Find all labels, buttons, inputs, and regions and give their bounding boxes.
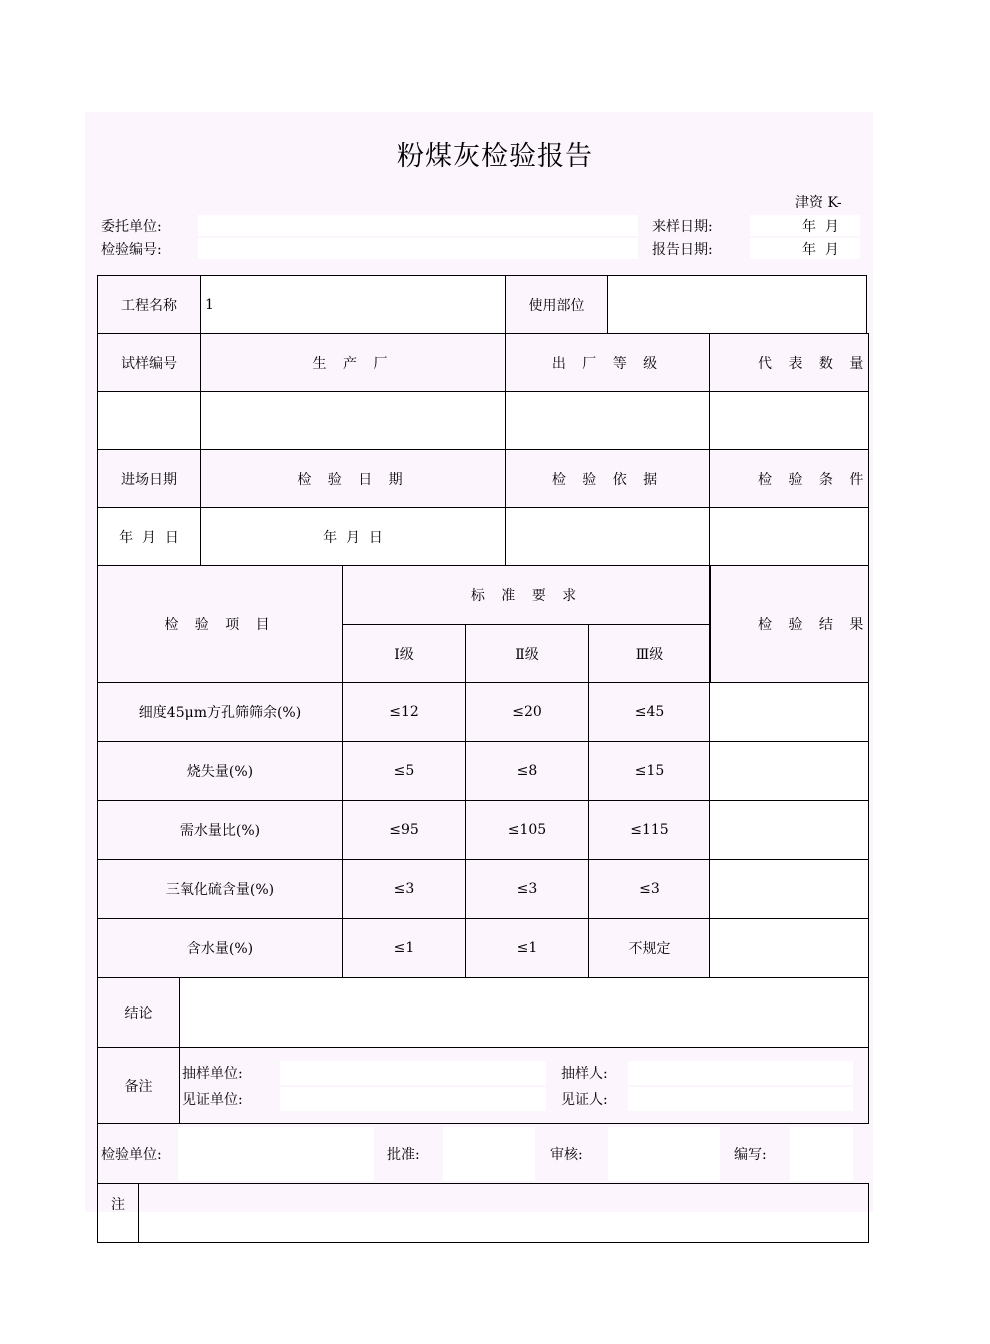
witness-label: 见证人: bbox=[561, 1092, 608, 1108]
sample-no-label: 试样编号 bbox=[97, 333, 201, 392]
client-label: 委托单位: bbox=[101, 219, 162, 235]
conclusion-label: 结论 bbox=[97, 977, 180, 1048]
sampling-unit-label: 抽样单位: bbox=[182, 1066, 243, 1082]
quantity-value[interactable] bbox=[709, 391, 869, 450]
prepare-label: 编写: bbox=[734, 1147, 767, 1163]
basis-label: 检 验 依 据 bbox=[505, 449, 710, 508]
client-field[interactable] bbox=[198, 215, 638, 236]
item-result[interactable] bbox=[709, 741, 869, 801]
sampler-label: 抽样人: bbox=[561, 1066, 608, 1082]
sample-no-value[interactable] bbox=[97, 391, 201, 450]
item-grade-2: ≤3 bbox=[465, 859, 589, 919]
item-grade-2: ≤8 bbox=[465, 741, 589, 801]
grade-3-header: Ⅲ级 bbox=[588, 624, 711, 683]
note-label: 注 bbox=[97, 1183, 139, 1243]
item-label: 检 验 项 目 bbox=[97, 565, 343, 683]
item-grade-3: ≤15 bbox=[588, 741, 711, 801]
project-name-value[interactable]: 1 bbox=[200, 275, 506, 334]
review-field[interactable] bbox=[608, 1127, 720, 1181]
entry-date-label: 进场日期 bbox=[97, 449, 201, 508]
note-area bbox=[138, 1183, 869, 1243]
result-label: 检 验 结 果 bbox=[709, 565, 869, 683]
inspection-no-label: 检验编号: bbox=[101, 242, 162, 258]
report-title: 粉煤灰检验报告 bbox=[397, 141, 593, 172]
remark-label: 备注 bbox=[97, 1047, 180, 1124]
item-result[interactable] bbox=[709, 859, 869, 919]
item-name: 含水量(%) bbox=[97, 918, 343, 978]
conditions-label: 检 验 条 件 bbox=[709, 449, 869, 508]
prepare-field[interactable] bbox=[790, 1127, 853, 1181]
item-grade-3: ≤45 bbox=[588, 682, 711, 742]
test-unit-label: 检验单位: bbox=[101, 1147, 162, 1163]
item-result[interactable] bbox=[709, 800, 869, 860]
report-date-label: 报告日期: bbox=[652, 242, 713, 258]
item-name: 烧失量(%) bbox=[97, 741, 343, 801]
form-code: 津资 K- bbox=[795, 195, 842, 211]
item-grade-3: ≤3 bbox=[588, 859, 711, 919]
item-grade-2: ≤105 bbox=[465, 800, 589, 860]
project-name-label: 工程名称 bbox=[97, 275, 201, 334]
item-result[interactable] bbox=[709, 682, 869, 742]
test-date-label: 检 验 日 期 bbox=[200, 449, 506, 508]
approve-field[interactable] bbox=[443, 1127, 535, 1181]
item-grade-3: ≤115 bbox=[588, 800, 711, 860]
sampler-field[interactable] bbox=[628, 1061, 853, 1085]
sampling-unit-field[interactable] bbox=[280, 1061, 546, 1085]
item-result[interactable] bbox=[709, 918, 869, 978]
basis-value[interactable] bbox=[505, 507, 710, 566]
item-grade-3: 不规定 bbox=[588, 918, 711, 978]
item-grade-1: ≤95 bbox=[342, 800, 466, 860]
sample-date-label: 来样日期: bbox=[652, 219, 713, 235]
item-grade-2: ≤1 bbox=[465, 918, 589, 978]
quantity-label: 代 表 数 量 bbox=[709, 333, 869, 392]
report-date-value: 年 月 bbox=[802, 242, 839, 258]
witness-unit-label: 见证单位: bbox=[182, 1092, 243, 1108]
grade-label: 出 厂 等 级 bbox=[505, 333, 710, 392]
item-name: 三氧化硫含量(%) bbox=[97, 859, 343, 919]
sig-bottom-border bbox=[97, 1183, 853, 1184]
left-border-sig bbox=[97, 1123, 98, 1185]
grade-1-header: Ⅰ级 bbox=[342, 624, 466, 683]
manufacturer-value[interactable] bbox=[200, 391, 506, 450]
item-grade-1: ≤5 bbox=[342, 741, 466, 801]
conclusion-value[interactable] bbox=[179, 977, 869, 1048]
item-name: 细度45μm方孔筛筛余(%) bbox=[97, 682, 343, 742]
test-date-value[interactable]: 年 月 日 bbox=[200, 507, 506, 566]
grade-value[interactable] bbox=[505, 391, 710, 450]
usage-part-value[interactable] bbox=[607, 275, 867, 334]
inspection-no-field[interactable] bbox=[198, 238, 638, 259]
usage-part-label: 使用部位 bbox=[505, 275, 608, 334]
sample-date-value: 年 月 bbox=[802, 219, 839, 235]
entry-date-value[interactable]: 年 月 日 bbox=[97, 507, 201, 566]
conditions-value[interactable] bbox=[709, 507, 869, 566]
approve-label: 批准: bbox=[387, 1147, 420, 1163]
manufacturer-label: 生 产 厂 bbox=[200, 333, 506, 392]
item-grade-1: ≤3 bbox=[342, 859, 466, 919]
test-unit-field[interactable] bbox=[178, 1127, 374, 1181]
remark-area bbox=[179, 1047, 869, 1124]
grade-2-header: Ⅱ级 bbox=[465, 624, 589, 683]
review-label: 审核: bbox=[550, 1147, 583, 1163]
item-grade-2: ≤20 bbox=[465, 682, 589, 742]
witness-field[interactable] bbox=[628, 1087, 853, 1111]
item-grade-1: ≤1 bbox=[342, 918, 466, 978]
item-grade-1: ≤12 bbox=[342, 682, 466, 742]
std-label: 标 准 要 求 bbox=[342, 565, 711, 625]
witness-unit-field[interactable] bbox=[280, 1087, 546, 1111]
item-name: 需水量比(%) bbox=[97, 800, 343, 860]
